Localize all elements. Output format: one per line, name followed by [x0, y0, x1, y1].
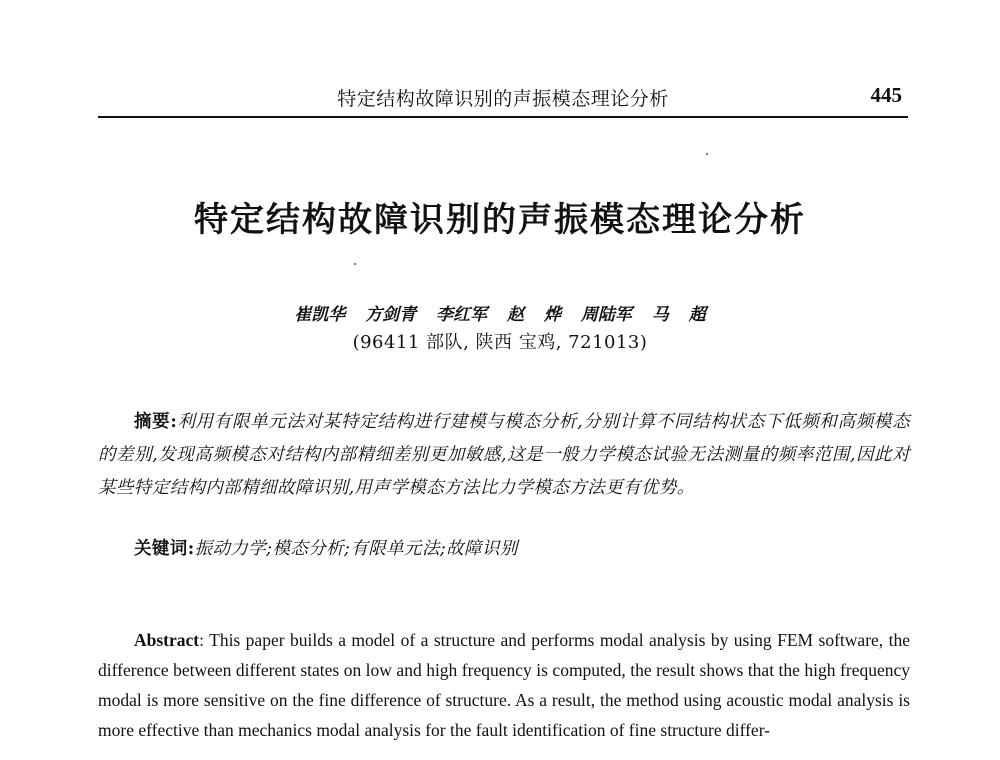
author-name: 李红军 — [436, 305, 488, 325]
author-list — [0, 300, 1000, 325]
paper-title: 特定结构故障识别的声振模态理论分析 — [194, 200, 806, 240]
keywords-label: 关键词: — [134, 539, 195, 559]
page-number: 445 — [870, 83, 902, 107]
author-name: 周陆军 — [580, 305, 632, 325]
running-header — [98, 82, 908, 118]
author-name: 马 超 — [651, 305, 706, 325]
running-title: 特定结构故障识别的声振模态理论分析 — [337, 88, 669, 110]
abstract-label: 摘要: — [134, 412, 178, 432]
chinese-abstract — [98, 406, 910, 505]
scan-speck — [354, 263, 356, 265]
author-name: 赵 烨 — [507, 305, 561, 325]
english-abstract-separator: : — [199, 630, 204, 650]
keywords — [134, 535, 910, 560]
english-abstract-label: Abstract — [134, 630, 200, 650]
author-name: 方剑青 — [365, 305, 417, 325]
keywords-text: 振动力学;模态分析;有限单元法;故障识别 — [194, 539, 518, 559]
english-abstract — [98, 625, 910, 745]
scan-speck — [706, 153, 708, 155]
affiliation: (96411 部队, 陕西 宝鸡, 721013) — [352, 332, 648, 353]
english-abstract-text: This paper builds a model of a structure and performs modal analysis by using FEM software, the difference between different states on low and high frequency is computed, the result shows that the high frequency modal is more sensitive on the fine difference of structure. As a result, the method using acoustic modal analysis is more effective than mechanics modal analysis for the fault identification of fine structure differ- — [98, 630, 910, 740]
abstract-text: 利用有限单元法对某特定结构进行建模与模态分析,分别计算不同结构状态下低频和高频模态的差别,发现高频模态对结构内部精细差别更加敏感,这是一般力学模态试验无法测量的频率范围,因此对某些特定结构内部精细故障识别,用声学模态方法比力学模态方法更有优势。 — [98, 412, 910, 498]
author-name: 崔凯华 — [294, 305, 346, 325]
